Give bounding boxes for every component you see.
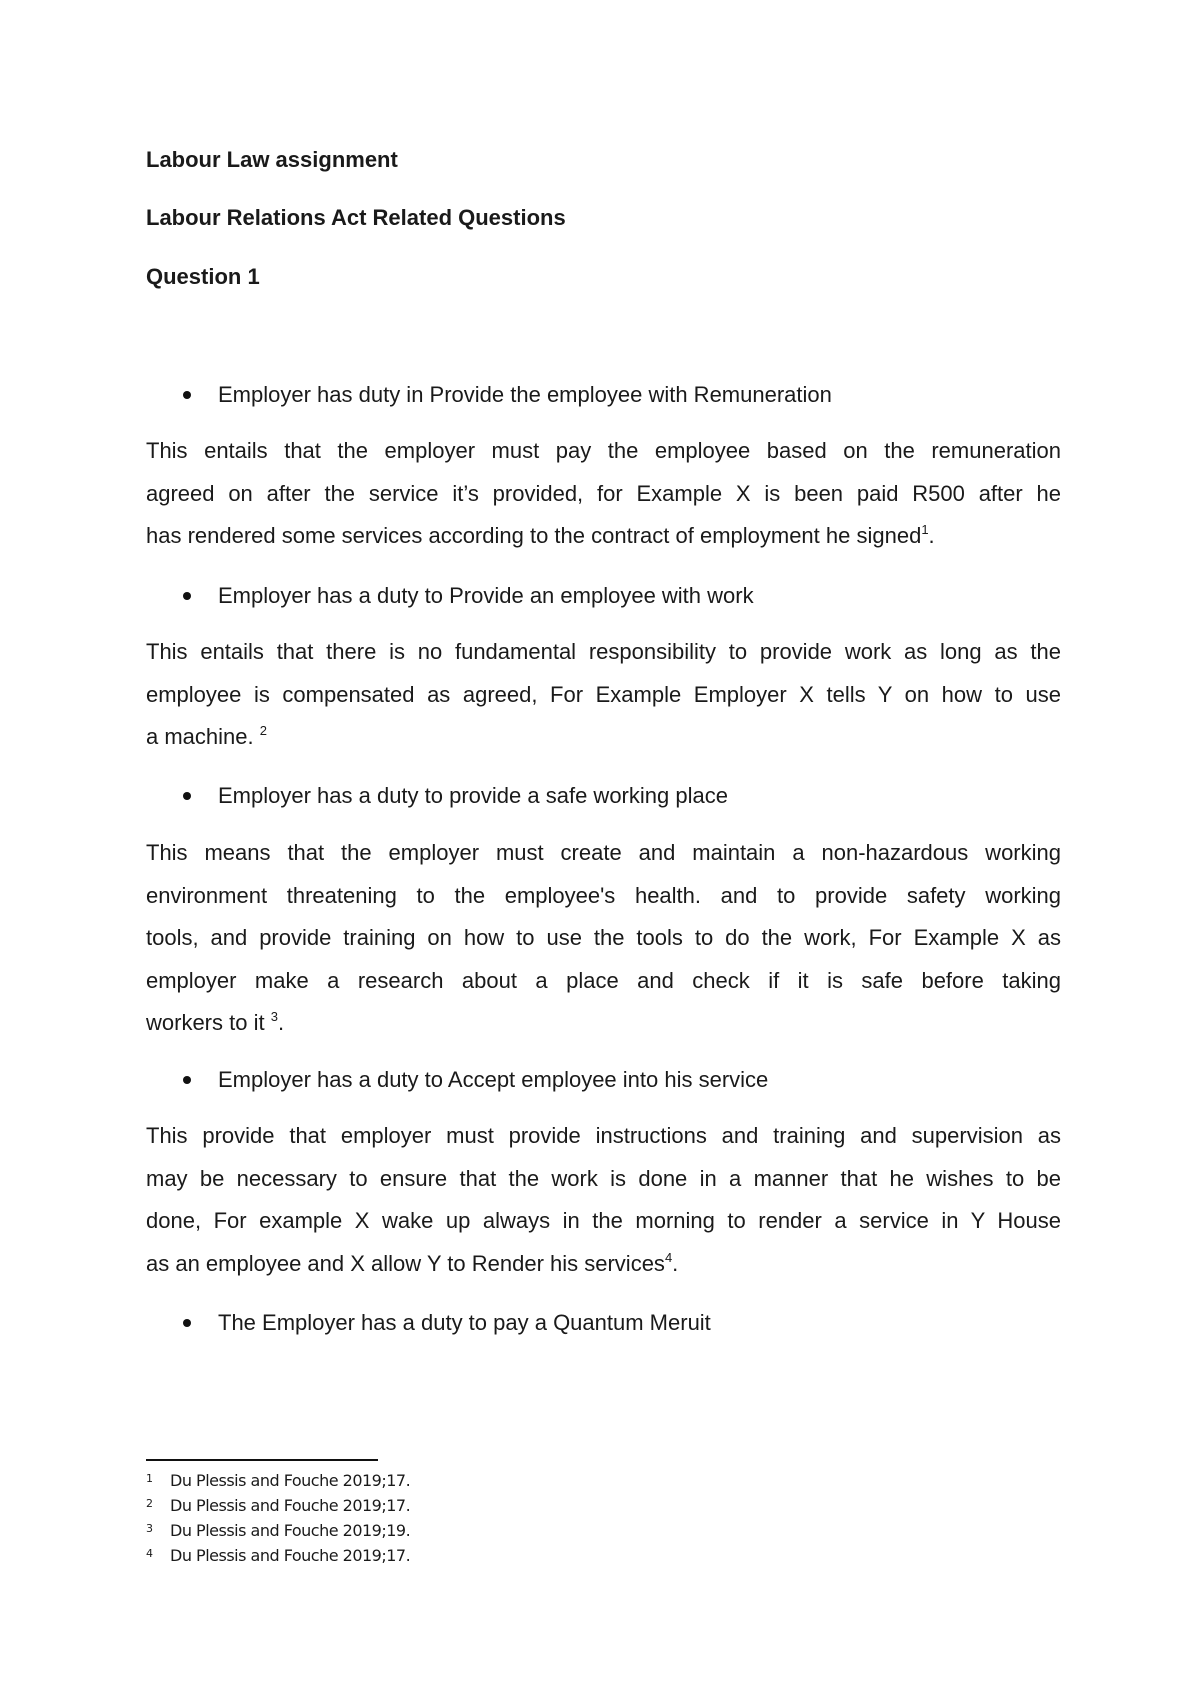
- footnote-text: Du Plessis and Fouche 2019;17.: [170, 1546, 411, 1565]
- question-heading: Question 1: [146, 264, 260, 289]
- bullet-icon: [183, 391, 191, 399]
- footnote-separator: [146, 1459, 378, 1461]
- footnote-number: 1: [146, 1472, 153, 1485]
- footnote-number: 2: [146, 1497, 153, 1510]
- bullet-text: Employer has a duty to provide a safe working place: [218, 783, 728, 808]
- paragraph-line: This provide that employer must provide instructions and training and supervision as: [146, 1123, 1061, 1148]
- paragraph-line: may be necessary to ensure that the work is done in a manner that he wishes to be: [146, 1165, 1061, 1191]
- paragraph: [146, 1115, 1061, 1285]
- bullet-icon: [183, 1076, 191, 1084]
- paragraph-line: This means that the employer must create and maintain a non-hazardous working: [146, 840, 1061, 865]
- paragraph-line: agreed on after the service it’s provided, for Example X is been paid R500 after he: [146, 480, 1061, 506]
- bullet-icon: [183, 792, 191, 800]
- footnote-ref[interactable]: 2: [259, 723, 267, 738]
- paragraph: [146, 631, 1061, 759]
- paragraph-line: employer make a research about a place and check if it is safe before taking: [146, 967, 1061, 993]
- paragraph: [146, 430, 1061, 558]
- paragraph-line: done, For example X wake up always in the morning to render a service in Y House: [146, 1208, 1061, 1233]
- footnote-text: Du Plessis and Fouche 2019;17.: [170, 1471, 411, 1490]
- footnote-text: Du Plessis and Fouche 2019;17.: [170, 1496, 411, 1515]
- footnote-number: 3: [146, 1522, 153, 1535]
- footnote-text: Du Plessis and Fouche 2019;19.: [170, 1521, 411, 1540]
- document-subtitle: Labour Relations Act Related Questions: [146, 205, 566, 230]
- paragraph-line: This entails that the employer must pay the employee based on the remuneration: [146, 438, 1061, 463]
- bullet-text: The Employer has a duty to pay a Quantum Meruit: [218, 1310, 711, 1335]
- paragraph-line: This entails that there is no fundamental responsibility to provide work as long as the: [146, 639, 1061, 664]
- bullet-icon: [183, 592, 191, 600]
- paragraph-line: workers to it $^3$.: [146, 1009, 285, 1035]
- bullet-text: Employer has a duty to Provide an employee with work: [218, 583, 754, 608]
- document-title: Labour Law assignment: [146, 147, 398, 172]
- bullet-text: Employer has a duty to Accept employee into his service: [218, 1067, 769, 1092]
- paragraph: [146, 832, 1061, 1045]
- footnote-ref[interactable]: 1: [921, 522, 929, 537]
- footnote-ref[interactable]: 3: [270, 1009, 278, 1024]
- footnote-ref[interactable]: 4: [664, 1249, 673, 1265]
- paragraph-line: as an employee and X allow Y to Render his services$^4$.: [146, 1249, 679, 1276]
- paragraph-line: employee is compensated as agreed, For Example Employer X tells Y on how to use: [146, 681, 1061, 707]
- bullet-icon: [183, 1319, 191, 1327]
- paragraph-line: a machine. $^2$: [146, 723, 267, 749]
- footnote-number: 4: [146, 1547, 153, 1560]
- paragraph-line: environment threatening to the employee's health. and to provide safety working: [146, 882, 1061, 908]
- paragraph-line: has rendered some services according to the contract of employment he signed$^1$.: [146, 522, 935, 548]
- paragraph-line: tools, and provide training on how to use the tools to do the work, For Example X as: [146, 925, 1061, 950]
- bullet-text: Employer has duty in Provide the employee with Remuneration: [218, 382, 832, 407]
